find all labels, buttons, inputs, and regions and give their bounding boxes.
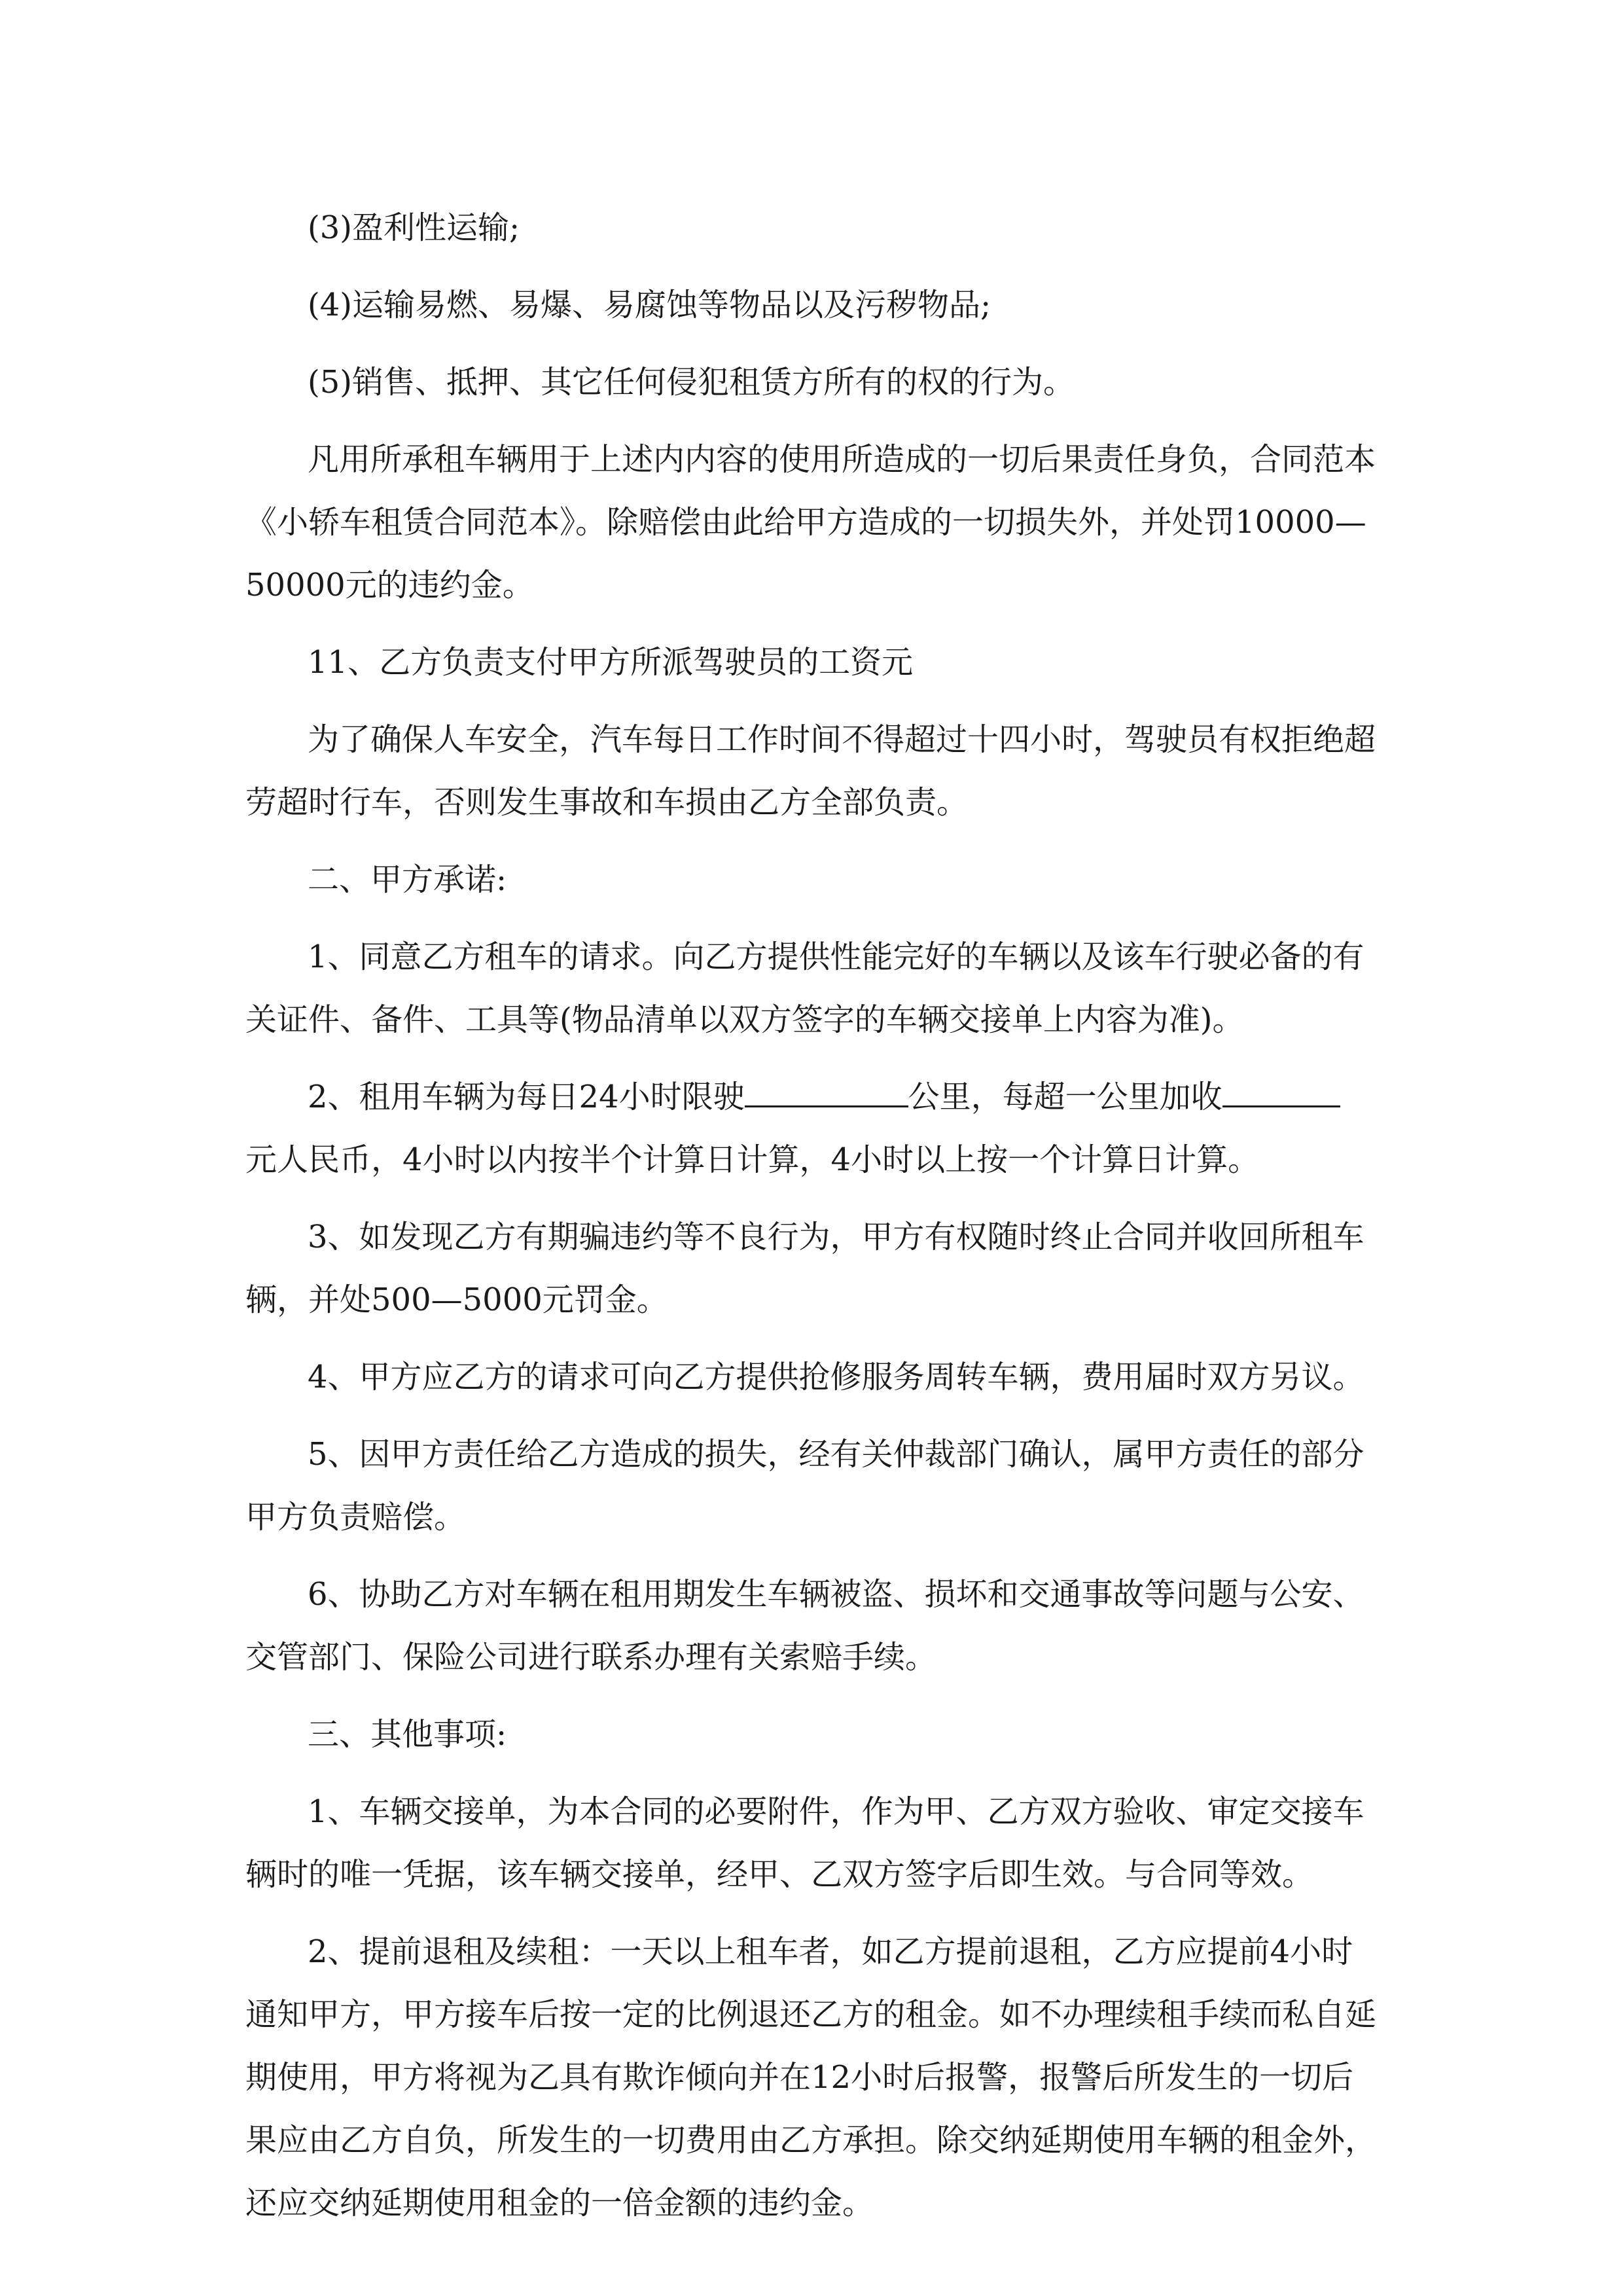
paragraph-other-2: 2、提前退租及续租：一天以上租车者，如乙方提前退租，乙方应提前4小时通知甲方，甲方接车后按一定的比例退还乙方的租金。如不办理续租手续而私自延期使用，甲方将视为乙具有欺诈倾向并在12小时后报警，报警后所发生的一切后果应由乙方自负，所发生的一切费用由乙方承担。除交纳延期使用车辆的租金外，还应交纳延期使用租金的一倍金额的违约金。 — [245, 1933, 1377, 2221]
document-page — [245, 196, 1378, 2249]
paragraph-other-1: 1、车辆交接单，为本合同的必要附件，作为甲、乙方双方验收、审定交接车辆时的唯一凭据，该车辆交接单，经甲、乙双方签字后即生效。与合同等效。 — [245, 1793, 1364, 1893]
paragraph-clause-11: 11、乙方负责支付甲方所派驾驶员的工资元 — [308, 644, 914, 681]
paragraph-a-3: 3、如发现乙方有期骗违约等不良行为，甲方有权随时终止合同并收回所租车辆，并处500—5000元罚金。 — [245, 1219, 1364, 1318]
paragraph-a-2-line-1 — [245, 1066, 1378, 1128]
mileage-limit-text: 2、租用车辆为每日24小时限驶 — [308, 1079, 745, 1115]
paragraph-item-3: (3)盈利性运输; — [308, 209, 520, 246]
section-heading-other: 三、其他事项: — [308, 1716, 507, 1753]
paragraph-a-1: 1、同意乙方租车的请求。向乙方提供性能完好的车辆以及该车行驶必备的有关证件、备件、工具等(物品清单以双方签字的车辆交接单上内容为准)。 — [245, 939, 1364, 1038]
section-heading-party-a: 二、甲方承诺: — [308, 861, 507, 898]
mileage-limit-blank[interactable] — [745, 1067, 908, 1107]
paragraph-a-2-line-2: 元人民币，4小时以内按半个计算日计算，4小时以上按一个计算日计算。 — [245, 1141, 1260, 1178]
paragraph-a-6: 6、协助乙方对车辆在租用期发生车辆被盗、损坏和交通事故等问题与公安、交管部门、保险公司进行联系办理有关索赔手续。 — [245, 1576, 1364, 1676]
paragraph-a-2 — [245, 1066, 1378, 1206]
paragraph-a-4: 4、甲方应乙方的请求可向乙方提供抢修服务周转车辆，费用届时双方另议。 — [308, 1359, 1364, 1395]
surcharge-text: 公里，每超一公里加收 — [908, 1079, 1222, 1115]
surcharge-blank[interactable] — [1222, 1067, 1340, 1107]
paragraph-safety: 为了确保人车安全，汽车每日工作时间不得超过十四小时，驾驶员有权拒绝超劳超时行车，否则发生事故和车损由乙方全部负责。 — [245, 721, 1376, 821]
paragraph-liability: 凡用所承租车辆用于上述内内容的使用所造成的一切后果责任身负，合同范本《小轿车租赁合同范本》。除赔偿由此给甲方造成的一切损失外，并处罚10000—50000元的违约金。 — [245, 441, 1376, 603]
paragraph-a-5: 5、因甲方责任给乙方造成的损失，经有关仲裁部门确认，属甲方责任的部分甲方负责赔偿。 — [245, 1436, 1364, 1535]
paragraph-item-5: (5)销售、抵押、其它任何侵犯租赁方所有的权的行为。 — [308, 364, 1075, 401]
paragraph-item-4: (4)运输易燃、易爆、易腐蚀等物品以及污秽物品; — [308, 287, 991, 323]
